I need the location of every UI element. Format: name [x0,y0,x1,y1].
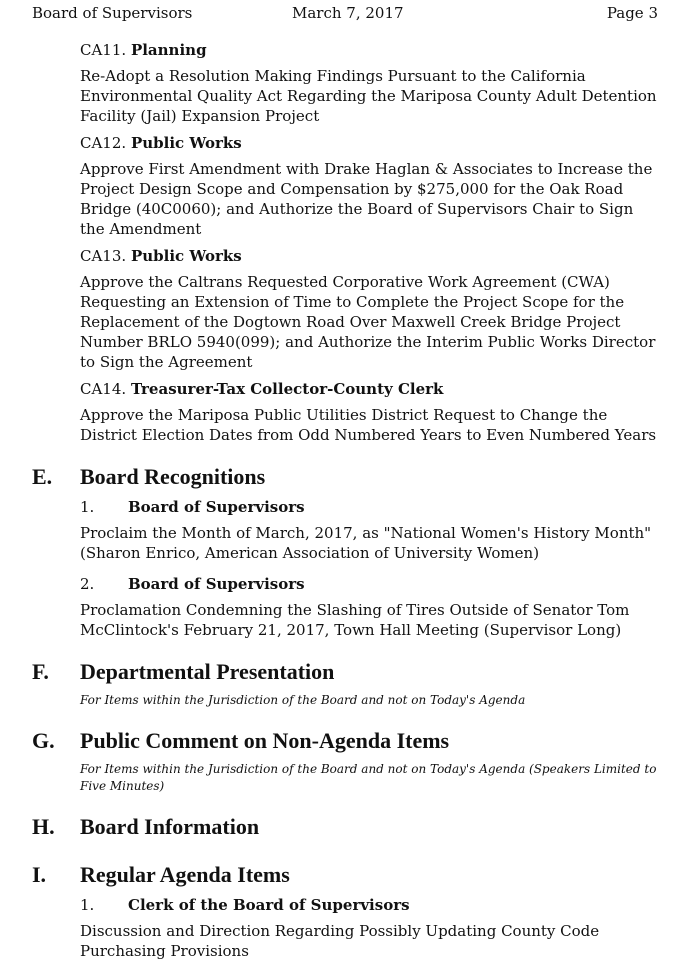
section-letter: G. [32,728,55,753]
item-title: Board of Supervisors [128,498,305,516]
consent-item-dept: Public Works [130,134,242,152]
section-heading-h [0,813,680,843]
consent-item-body: Re-Adopt a Resolution Making Findings Pursuant to the California Environmental Quality Act Regarding the Mariposa County Adult Detention Facility (Jail) Expansion Project [80,67,657,125]
section-heading-f [0,658,680,688]
section-note: For Items within the Jurisdiction of the Board and not on Today's Agenda (Speakers Limited to Five Minutes) [80,762,657,793]
section-heading-i [0,861,680,891]
section-title: Departmental Presentation [80,659,335,684]
consent-item-body: Approve the Caltrans Requested Corporative Work Agreement (CWA) Requesting an Extension of Time to Complete the Project Scope for the Replacement of the Dogtown Road Over Maxwell Creek Bridge Project Number BRLO 5940(099); and Authorize the Interim Public Works Director to Sign the Agreement [80,273,656,371]
item-title: Board of Supervisors [128,575,305,593]
section-letter: F. [32,659,49,684]
item-number: 2. [80,575,95,593]
consent-item [80,379,660,445]
consent-item-code: CA11. [80,41,127,59]
consent-item-heading [80,133,660,153]
consent-item-heading [80,379,660,399]
section-heading-e [0,463,680,493]
section-note: For Items within the Jurisdiction of the Board and not on Today's Agenda [80,693,526,707]
consent-item-body: Approve the Mariposa Public Utilities District Request to Change the District Election Dates from Odd Numbered Years to Even Numbered Years [80,406,657,444]
consent-item-code: CA13. [80,247,127,265]
consent-item-heading [80,246,660,266]
item-number: 1. [80,896,95,914]
section-title: Public Comment on Non-Agenda Items [80,728,450,753]
consent-item [80,246,660,372]
agenda-content [0,40,680,961]
consent-item [80,133,660,239]
header-page-number: Page 3 [606,4,658,22]
numbered-item-heading [80,895,680,915]
header-board-name: Board of Supervisors [32,4,193,22]
consent-item [80,40,660,126]
section-letter: E. [32,464,53,489]
consent-item-dept: Treasurer-Tax Collector-County Clerk [130,380,444,398]
consent-item-code: CA14. [80,380,127,398]
consent-item-code: CA12. [80,134,127,152]
section-title: Regular Agenda Items [80,862,290,887]
item-number: 1. [80,498,95,516]
consent-item-dept: Public Works [130,247,242,265]
section-heading-g [0,727,680,757]
section-letter: H. [32,814,55,839]
item-title: Clerk of the Board of Supervisors [128,896,410,914]
numbered-item-heading [80,497,680,517]
page-header [0,4,680,24]
item-body: Proclamation Condemning the Slashing of Tires Outside of Senator Tom McClintock's February 21, 2017, Town Hall Meeting (Supervisor Long) [80,601,630,639]
section-letter: I. [32,862,47,887]
consent-item-body: Approve First Amendment with Drake Haglan & Associates to Increase the Project Design Scope and Compensation by $275,000 for the Oak Road Bridge (40C0060); and Authorize the Board of Supervisors Chair to Sign the Amendment [80,160,653,238]
header-date: March 7, 2017 [292,4,404,22]
section-title: Board Information [80,814,260,839]
consent-item-heading [80,40,660,60]
consent-item-dept: Planning [130,41,207,59]
item-body: Proclaim the Month of March, 2017, as "National Women's History Month" (Sharon Enrico, American Association of University Women) [80,524,652,562]
section-title: Board Recognitions [80,464,266,489]
numbered-item-heading [80,574,680,594]
item-body: Discussion and Direction Regarding Possibly Updating County Code Purchasing Provisions [80,922,600,960]
